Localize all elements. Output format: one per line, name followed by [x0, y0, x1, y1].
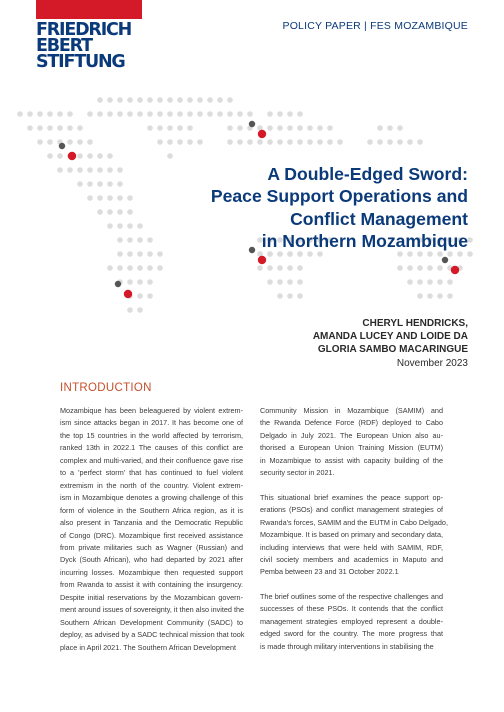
map-dot [197, 97, 203, 103]
map-dot [147, 125, 153, 131]
map-dot [97, 111, 103, 117]
map-dot [177, 97, 183, 103]
map-dot [127, 251, 133, 257]
map-dot [87, 181, 93, 187]
map-dot [117, 209, 123, 215]
text-line: is made through military interventions in stabilising the [260, 641, 434, 651]
map-dot [77, 153, 83, 159]
map-dot [237, 111, 243, 117]
title-line: A Double-Edged Sword: [267, 164, 468, 184]
map-dot [67, 167, 73, 173]
map-dot [167, 153, 173, 159]
body-paragraph [260, 492, 448, 579]
map-dot [227, 111, 233, 117]
author-line: GLORIA SAMBO MACARINGUE [317, 344, 468, 356]
map-accent-dot [442, 257, 448, 263]
map-dot [147, 111, 153, 117]
text-line: management strategies employed represent a double- [260, 616, 443, 626]
map-dot [77, 181, 83, 187]
map-dot [177, 111, 183, 117]
map-dot [27, 111, 33, 117]
map-dot [437, 279, 443, 285]
map-dot [277, 279, 283, 285]
text-line: ism since attacks began in 2017. It has become one of [60, 418, 243, 428]
map-dot [277, 265, 283, 271]
map-accent-dot [68, 152, 76, 160]
title-line: in Northern Mozambique [261, 231, 468, 252]
logo-word: STIFTUNG [36, 52, 125, 72]
text-line: to a 'perfect storm' that has continued to fuel violent [60, 468, 243, 478]
map-dot [127, 223, 133, 229]
map-dot [297, 111, 303, 117]
map-dot [297, 279, 303, 285]
map-accent-dot [258, 130, 266, 138]
section-heading: INTRODUCTION [60, 382, 152, 394]
map-dot [107, 181, 113, 187]
map-dot [447, 279, 453, 285]
map-dot [187, 97, 193, 103]
text-line: of Congo (DRC). Mozambique first received assistance [60, 530, 243, 540]
map-dot [87, 167, 93, 173]
map-dot [57, 125, 63, 131]
map-dot [37, 139, 43, 145]
map-dot [417, 293, 423, 299]
map-dot [287, 139, 293, 145]
map-dot [287, 265, 293, 271]
map-dot [107, 209, 113, 215]
body-paragraph [260, 405, 443, 480]
map-dot [437, 293, 443, 299]
map-dot [137, 97, 143, 103]
map-dot [327, 139, 333, 145]
text-line: Mozambique. It is based on primary and secondary data, [260, 530, 443, 540]
author-block [313, 317, 468, 370]
text-line: security sector in 2021. [260, 468, 335, 478]
map-dot [107, 265, 113, 271]
map-dot [427, 293, 433, 299]
map-dot [117, 265, 123, 271]
text-line: Delgado in July 2021. The European Union also au- [260, 430, 443, 440]
map-dot [397, 125, 403, 131]
map-dot [267, 265, 273, 271]
text-line: Southern African Development Community (SADC) to [60, 617, 243, 627]
map-accent-dot [451, 266, 459, 274]
map-dot [137, 111, 143, 117]
map-dot [327, 125, 333, 131]
map-dot [337, 139, 343, 145]
map-dot [237, 139, 243, 145]
map-accent-dot [124, 290, 132, 298]
map-dot [127, 209, 133, 215]
map-dot [397, 265, 403, 271]
text-line: Despite initial reservations by the Mozambican govern- [60, 592, 243, 602]
text-line: complex and multi-varied, and their confluence gave rise [60, 455, 243, 465]
text-line: ranked 13th in 2022.1 The causes of this conflict are [60, 443, 243, 453]
map-dot [117, 97, 123, 103]
map-dot [147, 293, 153, 299]
map-dot [387, 139, 393, 145]
map-dot [297, 293, 303, 299]
text-line: extremism in the north of the country. Violent extrem- [60, 480, 243, 490]
text-line: Mozambique has been beleaguered by violent extrem- [60, 406, 243, 415]
text-line: the Rwanda Defence Force (RDF) deployed to Cabo [260, 418, 443, 428]
map-dot [207, 97, 213, 103]
map-dot [407, 139, 413, 145]
map-dot [277, 293, 283, 299]
text-line: from Rwanda to assist it with containing the insurgency. [60, 580, 243, 590]
map-dot [127, 279, 133, 285]
publication-date: November 2023 [396, 357, 468, 369]
map-dot [97, 195, 103, 201]
map-dot [127, 307, 133, 313]
map-dot [117, 167, 123, 173]
map-dot [197, 111, 203, 117]
map-dot [97, 209, 103, 215]
map-dot [77, 125, 83, 131]
text-line: Rwanda's forces, SAMIM and the EUTM in Cabo Delgado, [260, 517, 448, 527]
map-dot [307, 125, 313, 131]
text-line: the top 15 countries in the world affected by terrorism, [60, 430, 243, 440]
map-dot [147, 279, 153, 285]
map-dot [137, 279, 143, 285]
map-dot [87, 111, 93, 117]
map-dot [167, 139, 173, 145]
map-dot [47, 111, 53, 117]
map-dot [27, 125, 33, 131]
text-line: successes of these PSOs. It contends that the conflict [260, 604, 443, 614]
map-dot [97, 153, 103, 159]
body-paragraph [260, 591, 443, 653]
text-line: ism in Mozambique denotes a growing challenge of this [60, 493, 243, 503]
map-dot [197, 139, 203, 145]
text-line: The brief outlines some of the respective challenges and [260, 591, 443, 601]
text-line: Community Mission in Mozambique (SAMIM) and [260, 406, 443, 415]
map-dot [427, 265, 433, 271]
map-dot [207, 111, 213, 117]
map-dot [47, 139, 53, 145]
title-line: Conflict Management [290, 208, 468, 229]
map-dot [267, 111, 273, 117]
map-dot [57, 111, 63, 117]
map-dot [227, 125, 233, 131]
map-accent-dot [115, 281, 121, 287]
map-dot [107, 111, 113, 117]
map-dot [67, 139, 73, 145]
map-dot [257, 265, 263, 271]
map-dot [397, 139, 403, 145]
map-accent-dot [59, 143, 65, 149]
text-line: including interviews that were held with SAMIM, RDF, [260, 542, 443, 552]
map-dot [267, 279, 273, 285]
map-dot [427, 279, 433, 285]
map-dot [77, 167, 83, 173]
logo-word: EBERT [36, 36, 92, 56]
map-dot [37, 111, 43, 117]
map-dot [157, 125, 163, 131]
map-dot [137, 307, 143, 313]
map-dot [277, 125, 283, 131]
text-line: Pemba between 23 and 31 October 2022.1 [260, 567, 399, 577]
map-dot [447, 293, 453, 299]
text-line: from private militaries such as Wagner (Russian) and [60, 542, 243, 552]
document-title [138, 163, 468, 253]
map-dot [287, 111, 293, 117]
map-dot [107, 153, 113, 159]
map-dot [117, 251, 123, 257]
text-line: deploy, as advised by a SADC technical mission that took [60, 630, 245, 640]
map-dot [407, 279, 413, 285]
map-dot [217, 97, 223, 103]
text-line: also present in Tanzania and the Democratic Republic [60, 518, 243, 528]
map-dot [247, 111, 253, 117]
text-line: civil society members and academics in Maputo and [260, 554, 443, 564]
map-dot [287, 125, 293, 131]
map-dot [17, 111, 23, 117]
author-line: AMANDA LUCEY AND LOIDE DA [312, 331, 468, 343]
map-dot [47, 153, 53, 159]
map-dot [287, 279, 293, 285]
body-paragraph [60, 405, 243, 654]
map-dot [297, 125, 303, 131]
map-dot [407, 265, 413, 271]
map-dot [177, 139, 183, 145]
map-dot [107, 223, 113, 229]
map-dot [117, 111, 123, 117]
map-dot [177, 125, 183, 131]
map-dot [137, 265, 143, 271]
map-dot [67, 111, 73, 117]
map-dot [137, 293, 143, 299]
map-accent-dot [249, 121, 255, 127]
map-dot [127, 111, 133, 117]
map-dot [297, 265, 303, 271]
map-dot [117, 181, 123, 187]
map-dot [467, 237, 473, 243]
map-dot [437, 265, 443, 271]
text-line: This situational brief examines the peace support op- [260, 492, 443, 502]
series-label: POLICY PAPER | FES MOZAMBIQUE [282, 20, 468, 32]
map-dot [97, 97, 103, 103]
map-dot [67, 125, 73, 131]
map-dot [37, 125, 43, 131]
text-line: form of violence in the Southern Africa region, as it is [60, 505, 243, 515]
map-dot [127, 97, 133, 103]
map-dot [147, 97, 153, 103]
map-dot [77, 139, 83, 145]
map-dot [237, 125, 243, 131]
fes-logo [36, 0, 146, 70]
map-dot [317, 125, 323, 131]
map-dot [107, 97, 113, 103]
map-dot [127, 237, 133, 243]
map-dot [217, 111, 223, 117]
title-line: Peace Support Operations and [210, 186, 468, 207]
map-dot [57, 153, 63, 159]
map-dot [267, 139, 273, 145]
map-dot [57, 167, 63, 173]
map-dot [277, 139, 283, 145]
map-dot [157, 97, 163, 103]
text-line: ment around issues of sovereignty, it then also invited the [60, 605, 245, 615]
text-line: incurring losses. Mozambique then requested support [60, 567, 243, 577]
map-dot [157, 111, 163, 117]
map-dot [167, 111, 173, 117]
map-dot [167, 97, 173, 103]
map-dot [97, 167, 103, 173]
map-dot [417, 279, 423, 285]
map-dot [107, 195, 113, 201]
map-dot [297, 139, 303, 145]
map-dot [127, 265, 133, 271]
map-dot [117, 195, 123, 201]
map-dot [187, 111, 193, 117]
logo-red-bar [36, 0, 142, 19]
text-line: thorised a European Union Training Mission (EUTM) [260, 443, 443, 453]
map-dot [87, 153, 93, 159]
map-dot [317, 139, 323, 145]
map-dot [257, 139, 263, 145]
map-dot [417, 139, 423, 145]
map-dot [187, 125, 193, 131]
logo-word: FRIEDRICH [36, 20, 132, 40]
map-dot [87, 195, 93, 201]
body-column-left [60, 405, 243, 666]
map-dot [467, 251, 473, 257]
map-dot [267, 125, 273, 131]
author-line: CHERYL HENDRICKS, [362, 318, 468, 329]
map-dot [287, 293, 293, 299]
map-dot [107, 167, 113, 173]
map-dot [417, 265, 423, 271]
map-dot [47, 125, 53, 131]
map-dot [247, 139, 253, 145]
text-line: erations (PSOs) and conflict management strategies of [260, 505, 443, 515]
map-dot [127, 195, 133, 201]
map-dot [307, 139, 313, 145]
map-dot [377, 125, 383, 131]
map-dot [117, 237, 123, 243]
map-dot [277, 111, 283, 117]
map-dot [87, 139, 93, 145]
map-dot [157, 139, 163, 145]
text-line: Dyck (South African), who had departed by 2021 after [60, 555, 243, 565]
map-dot [157, 265, 163, 271]
map-dot [147, 265, 153, 271]
text-line: in Mozambique to assist with capacity building of the [260, 455, 443, 465]
map-dot [377, 139, 383, 145]
map-dot [117, 223, 123, 229]
text-line: edged sword for the country. The more progress that [260, 629, 443, 639]
map-dot [97, 181, 103, 187]
map-dot [227, 139, 233, 145]
map-dot [387, 125, 393, 131]
map-accent-dot [258, 256, 266, 264]
body-column-right [260, 405, 448, 665]
text-line: place in April 2021. The Southern African Development [60, 642, 236, 652]
map-dot [167, 125, 173, 131]
map-dot [187, 139, 193, 145]
map-dot [367, 139, 373, 145]
map-dot [227, 97, 233, 103]
